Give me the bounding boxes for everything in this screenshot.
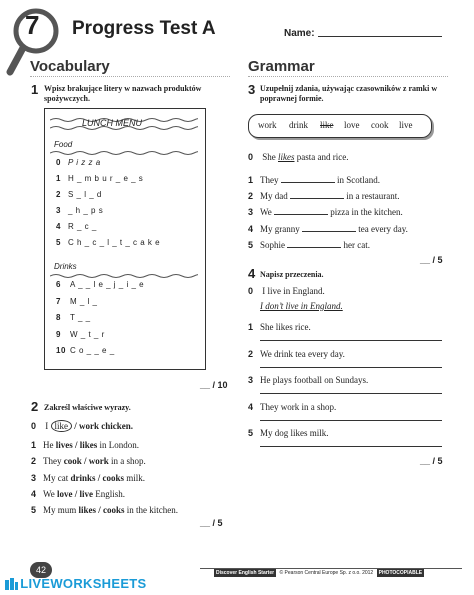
liveworksheets-logo[interactable]: LIVEWORKSHEETS bbox=[4, 576, 147, 591]
answer-blank[interactable] bbox=[281, 174, 335, 183]
word-choice[interactable]: cook / work bbox=[63, 456, 109, 467]
ex1-number: 1 bbox=[31, 82, 39, 97]
ex4-score: __ / 5 bbox=[420, 456, 443, 466]
food-word[interactable]: S _ l _ d bbox=[68, 190, 102, 199]
drink-word[interactable]: C o _ _ e _ bbox=[70, 346, 115, 355]
copyright: © Pearson Central Europe Sp. z o.o. 2012 bbox=[279, 570, 374, 576]
word-box-word: like bbox=[320, 120, 334, 130]
ex1-score: __ / 10 bbox=[200, 380, 228, 390]
food-item: 5 C h _ c _ l _ t _ c a k e bbox=[56, 238, 161, 247]
ex4-example: 0 I live in England. bbox=[248, 286, 325, 296]
answer-blank[interactable] bbox=[287, 239, 341, 248]
answer-line[interactable] bbox=[260, 340, 442, 341]
ex3-example: 0 She likes pasta and rice. bbox=[248, 152, 349, 162]
test-number-badge: 7 bbox=[25, 10, 40, 40]
name-label: Name: bbox=[284, 28, 315, 39]
answer-blank[interactable] bbox=[302, 223, 356, 232]
grammar-divider bbox=[248, 76, 448, 77]
ex4-instruction: Napisz przeczenia. bbox=[260, 270, 324, 279]
food-word[interactable]: H _ m b u r _ e _ s bbox=[68, 174, 144, 183]
vocabulary-heading: Vocabulary bbox=[30, 58, 110, 75]
word-box-word: love bbox=[344, 120, 360, 130]
word-box-word: cook bbox=[371, 120, 389, 130]
choice-sentence: 1 He lives / likes in London. bbox=[31, 440, 140, 450]
word-box-word: drink bbox=[289, 120, 308, 130]
fill-sentence: 3 We pizza in the kitchen. bbox=[248, 207, 403, 218]
fill-sentence: 1 They in Scotland. bbox=[248, 175, 380, 185]
food-item: 1 H _ m b u r _ e _ s bbox=[56, 174, 144, 183]
logo-icon bbox=[4, 577, 18, 591]
word-choice[interactable]: love / live bbox=[57, 488, 94, 499]
word-box-word: live bbox=[399, 120, 413, 130]
food-wave bbox=[50, 148, 198, 158]
ex3-instruction: Uzupełnij zdania, używając czasowników z ramki w poprawnej formie. bbox=[260, 84, 438, 103]
ex2-instruction: Zakreśl właściwe wyrazy. bbox=[44, 403, 131, 412]
page-title: Progress Test A bbox=[72, 18, 216, 39]
word-choice[interactable]: drinks / cooks bbox=[70, 472, 125, 483]
answer-blank[interactable] bbox=[290, 190, 344, 199]
answer-line[interactable] bbox=[260, 420, 442, 421]
food-item: 4 R _ c _ bbox=[56, 222, 97, 231]
photocopiable-label: PHOTOCOPIABLE bbox=[378, 570, 423, 576]
fill-sentence: 5 Sophie her cat. bbox=[248, 239, 370, 250]
vocabulary-divider bbox=[30, 76, 230, 77]
answer-line[interactable] bbox=[260, 367, 442, 368]
food-word: P i z z a bbox=[68, 158, 101, 167]
ex4-example-answer: I don’t live in England. bbox=[260, 301, 343, 311]
menu-title: LUNCH MENU bbox=[82, 118, 143, 128]
food-word[interactable]: _ h _ p s bbox=[68, 206, 104, 215]
negative-sentence: 5 My dog likes milk. bbox=[248, 428, 329, 438]
drink-item: 9 W _ t _ r bbox=[56, 329, 105, 339]
footer-credits bbox=[214, 570, 424, 576]
drink-word[interactable]: A _ _ l e _ j _ i _ e bbox=[70, 280, 145, 289]
drink-word[interactable]: M _ l _ bbox=[70, 296, 98, 306]
ex3-number: 3 bbox=[248, 82, 256, 97]
answer-line[interactable] bbox=[260, 446, 442, 447]
negative-sentence: 1 She likes rice. bbox=[248, 322, 311, 332]
word-box-word: work bbox=[258, 120, 277, 130]
drink-item: 8 T _ _ bbox=[56, 313, 91, 322]
fill-sentence: 2 My dad in a restaurant. bbox=[248, 191, 400, 202]
choice-sentence: 5 My mum likes / cooks in the kitchen. bbox=[31, 505, 179, 516]
answer-blank[interactable] bbox=[274, 206, 328, 215]
book-title: Discover English Starter bbox=[216, 570, 275, 576]
choice-sentence: 2 They cook / work in a shop. bbox=[31, 456, 146, 467]
circled-answer: like bbox=[51, 420, 73, 432]
food-item: 2 S _ l _ d bbox=[56, 190, 102, 199]
food-item: 0 P i z z a bbox=[56, 158, 101, 167]
negative-sentence: 3 He plays football on Sundays. bbox=[248, 375, 369, 385]
word-choice[interactable]: lives / likes bbox=[55, 440, 98, 450]
word-choice[interactable]: likes / cooks bbox=[78, 505, 125, 516]
negative-sentence: 2 We drink tea every day. bbox=[248, 348, 345, 359]
ex3-score: __ / 5 bbox=[420, 255, 443, 265]
example-answer: likes bbox=[278, 152, 295, 162]
food-label: Food bbox=[54, 140, 73, 149]
grammar-heading: Grammar bbox=[248, 58, 315, 75]
drink-item: 7 M _ l _ bbox=[56, 296, 98, 306]
ex2-score: __ / 5 bbox=[200, 518, 223, 528]
ex2-example: 0 I like / work chicken. bbox=[31, 421, 134, 431]
drink-item: 6 A _ _ l e _ j _ i _ e bbox=[56, 280, 145, 289]
answer-line[interactable] bbox=[260, 393, 442, 394]
ex2-number: 2 bbox=[31, 399, 39, 414]
food-word[interactable]: R _ c _ bbox=[68, 222, 97, 231]
food-item: 3 _ h _ p s bbox=[56, 206, 104, 215]
choice-sentence: 4 We love / live English. bbox=[31, 488, 126, 499]
drink-word[interactable]: T _ _ bbox=[70, 313, 91, 322]
choice-sentence: 3 My cat drinks / cooks milk. bbox=[31, 472, 146, 483]
fill-sentence: 4 My granny tea every day. bbox=[248, 223, 408, 234]
ex1-instruction: Wpisz brakujące litery w nazwach produktów spożywczych. bbox=[44, 84, 202, 103]
drink-word[interactable]: W _ t _ r bbox=[70, 329, 105, 339]
food-word[interactable]: C h _ c _ l _ t _ c a k e bbox=[68, 238, 161, 247]
negative-sentence: 4 They work in a shop. bbox=[248, 401, 337, 412]
name-field[interactable] bbox=[318, 36, 442, 37]
ex4-number: 4 bbox=[248, 266, 256, 281]
drinks-label: Drinks bbox=[54, 262, 77, 271]
drink-item: 10 C o _ _ e _ bbox=[56, 346, 115, 355]
page-number-badge: 42 bbox=[30, 562, 52, 578]
